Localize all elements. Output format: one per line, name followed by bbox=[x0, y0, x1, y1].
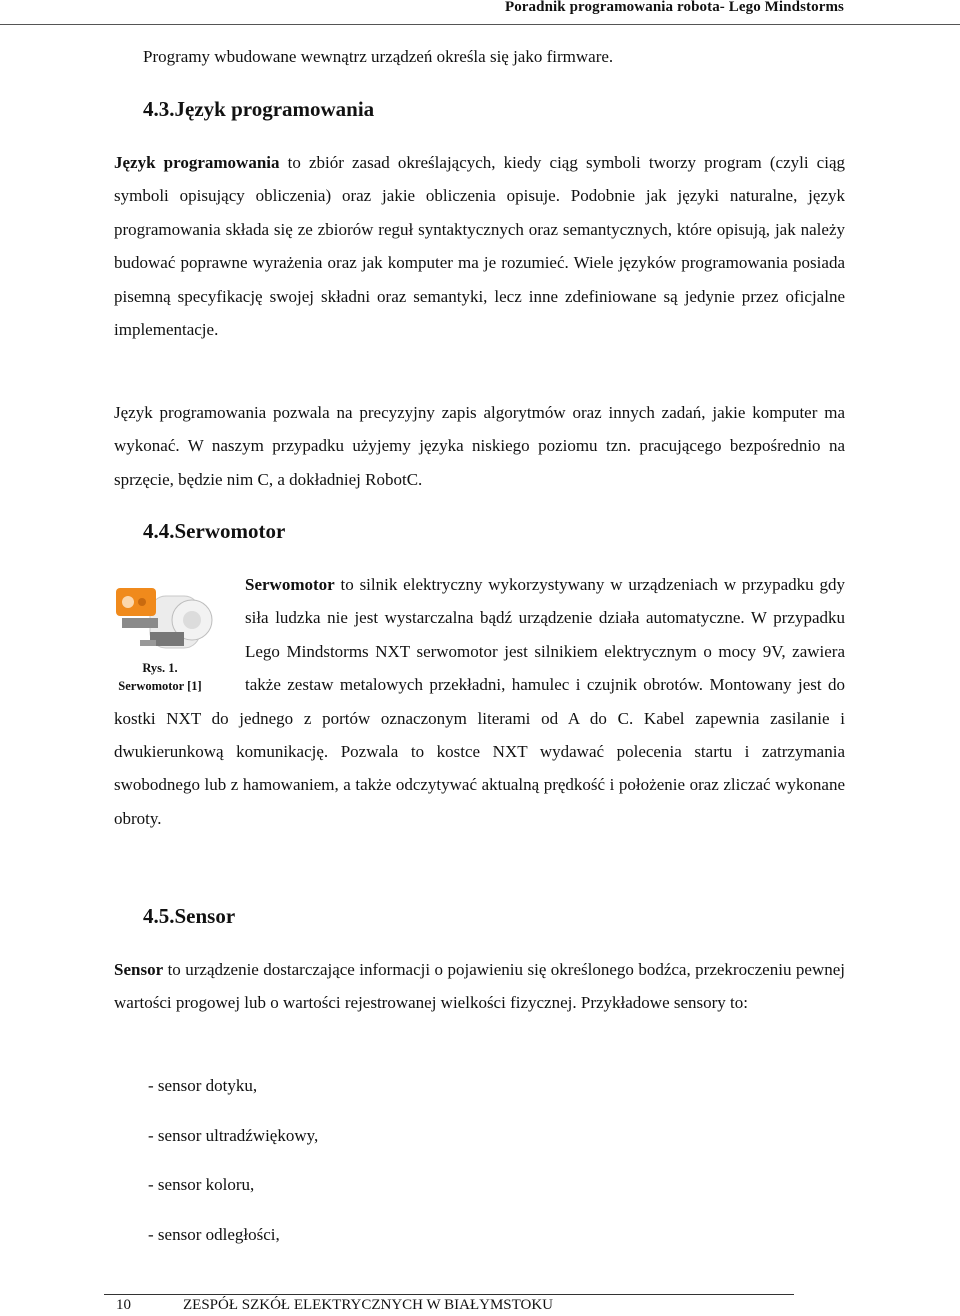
servomotor-figure bbox=[114, 568, 241, 696]
paragraph-servomotor-text: to silnik elektryczny wykorzystywany w urządzeniach w przypadku gdy siła ludzka nie jest wystarczalna bądź urządzenie działa automatyczne. W przypadku Lego Mindstorms NXT serwomotor jest silnikiem elektrycznym o mocy 9V, zawiera także zestaw metalowych przekładni, hamulec i czujnik obrotów. Montowany jest do kostki NXT do jednego z portów oznaczonym literami od A do C. Kabel zapewnia zasilanie i dwukierunkową komunikację. Pozwala to kostce NXT wydawać polecenia startu i zatrzymania swobodnego lub z hamowaniem, a także odczytywać aktualną prędkość i położenie oraz zliczać wykonane obroty. bbox=[114, 575, 845, 828]
paragraph-language-definition bbox=[114, 146, 845, 346]
term-serwomotor: Serwomotor bbox=[245, 575, 335, 594]
paragraph-language-usage: Język programowania pozwala na precyzyjny zapis algorytmów oraz innych zadań, jakie komputer ma wykonać. W naszym przypadku użyjemy języka niskiego poziomu tzn. pracującego bezpośrednio na sprzęcie, będzie nim C, a dokładniej RobotC. bbox=[114, 403, 845, 489]
section-heading-4-3: 4.3.Język programowania bbox=[143, 97, 375, 121]
firmware-sentence: Programy wbudowane wewnątrz urządzeń określa się jako firmware. bbox=[143, 47, 614, 66]
sensor-list bbox=[148, 1070, 318, 1269]
footer-divider bbox=[104, 1294, 794, 1295]
paragraph-sensor-text: to urządzenie dostarczające informacji o pojawieniu się określonego bodźca, przekroczeniu pewnej wartości progowej lub o wartości rejestrowanej wielkości fizycznej. Przykładowe sensory to: bbox=[114, 960, 845, 1013]
paragraph-language-definition-text: to zbiór zasad określających, kiedy ciąg symboli tworzy program (czyli ciąg symboli opisujący obliczenia) oraz jakie obliczenia opisuje. Podobnie jak języki naturalne, język programowania składa się ze zbiorów reguł syntaktycznych oraz semantycznych, które opisują, jak należy budować poprawne wyrażenia oraz jak komputer ma je rozumieć. Wiele języków programowania posiada pisemną specyfikację swojej składni oraz semantyki, lecz inne zdefiniowane są jedynie przez oficjalne implementacje. bbox=[114, 153, 845, 340]
page-number: 10 bbox=[116, 1297, 131, 1313]
term-sensor: Sensor bbox=[114, 960, 164, 979]
page-header bbox=[0, 0, 960, 25]
list-item: - sensor odległości, bbox=[148, 1225, 280, 1245]
figure-caption: Rys. 1. Serwomotor [1] bbox=[118, 661, 202, 693]
paragraph-servomotor bbox=[114, 568, 845, 835]
list-item: - sensor koloru, bbox=[148, 1175, 255, 1195]
section-heading-4-5: 4.5.Sensor bbox=[143, 904, 236, 928]
footer-school-name: ZESPÓŁ SZKÓŁ ELEKTRYCZNYCH W BIAŁYMSTOKU bbox=[183, 1297, 554, 1313]
paragraph-sensor bbox=[114, 953, 845, 1020]
section-heading-4-4: 4.4.Serwomotor bbox=[143, 519, 286, 543]
header-title: Poradnik programowania robota- Lego Mindstorms bbox=[504, 0, 844, 15]
servomotor-image bbox=[110, 576, 220, 652]
list-item: - sensor ultradźwiękowy, bbox=[148, 1125, 319, 1145]
term-jezyk-programowania: Język programowania bbox=[114, 153, 280, 172]
list-item: - sensor dotyku, bbox=[148, 1076, 258, 1095]
